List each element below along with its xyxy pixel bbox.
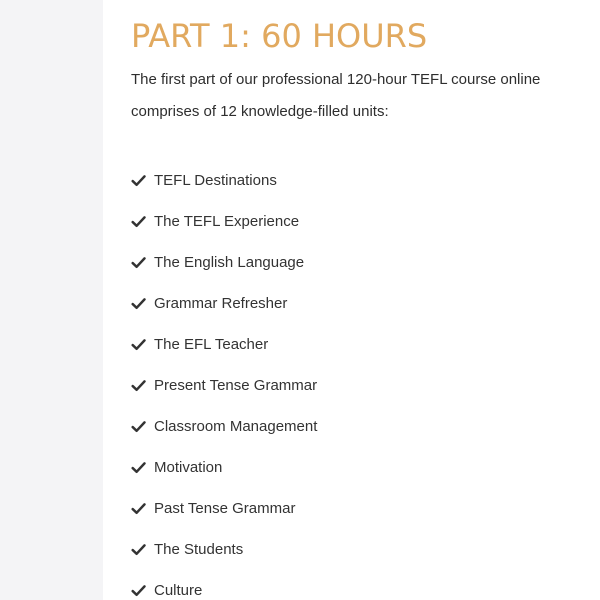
list-item (131, 570, 317, 600)
list-item (131, 406, 317, 447)
list-item (131, 242, 317, 283)
section-heading: PART 1: 60 HOURS (131, 17, 428, 55)
unit-label: Grammar Refresher (154, 295, 288, 312)
list-item (131, 488, 317, 529)
list-item (131, 324, 317, 365)
unit-label: Present Tense Grammar (154, 377, 318, 394)
list-item (131, 447, 317, 488)
check-icon (131, 542, 146, 557)
check-icon (131, 296, 146, 311)
check-icon (131, 460, 146, 475)
check-icon (131, 255, 146, 270)
list-item (131, 283, 317, 324)
unit-label: The English Language (154, 254, 305, 271)
unit-label: The TEFL Experience (154, 213, 300, 230)
unit-label: TEFL Destinations (154, 172, 277, 189)
unit-label: Classroom Management (154, 418, 318, 435)
check-icon (131, 173, 146, 188)
unit-list (131, 160, 317, 600)
unit-label: Past Tense Grammar (154, 500, 296, 517)
list-item (131, 365, 317, 406)
check-icon (131, 501, 146, 516)
section-intro: The first part of our professional 120-hour TEFL course online comprises of 12 knowledge-filled units: (131, 71, 541, 120)
unit-label: Culture (154, 582, 203, 599)
unit-label: The Students (154, 541, 244, 558)
check-icon (131, 214, 146, 229)
check-icon (131, 583, 146, 598)
unit-label: Motivation (154, 459, 223, 476)
check-icon (131, 419, 146, 434)
list-item (131, 201, 317, 242)
list-item (131, 160, 317, 201)
unit-label: The EFL Teacher (154, 336, 269, 353)
list-item (131, 529, 317, 570)
check-icon (131, 337, 146, 352)
check-icon (131, 378, 146, 393)
